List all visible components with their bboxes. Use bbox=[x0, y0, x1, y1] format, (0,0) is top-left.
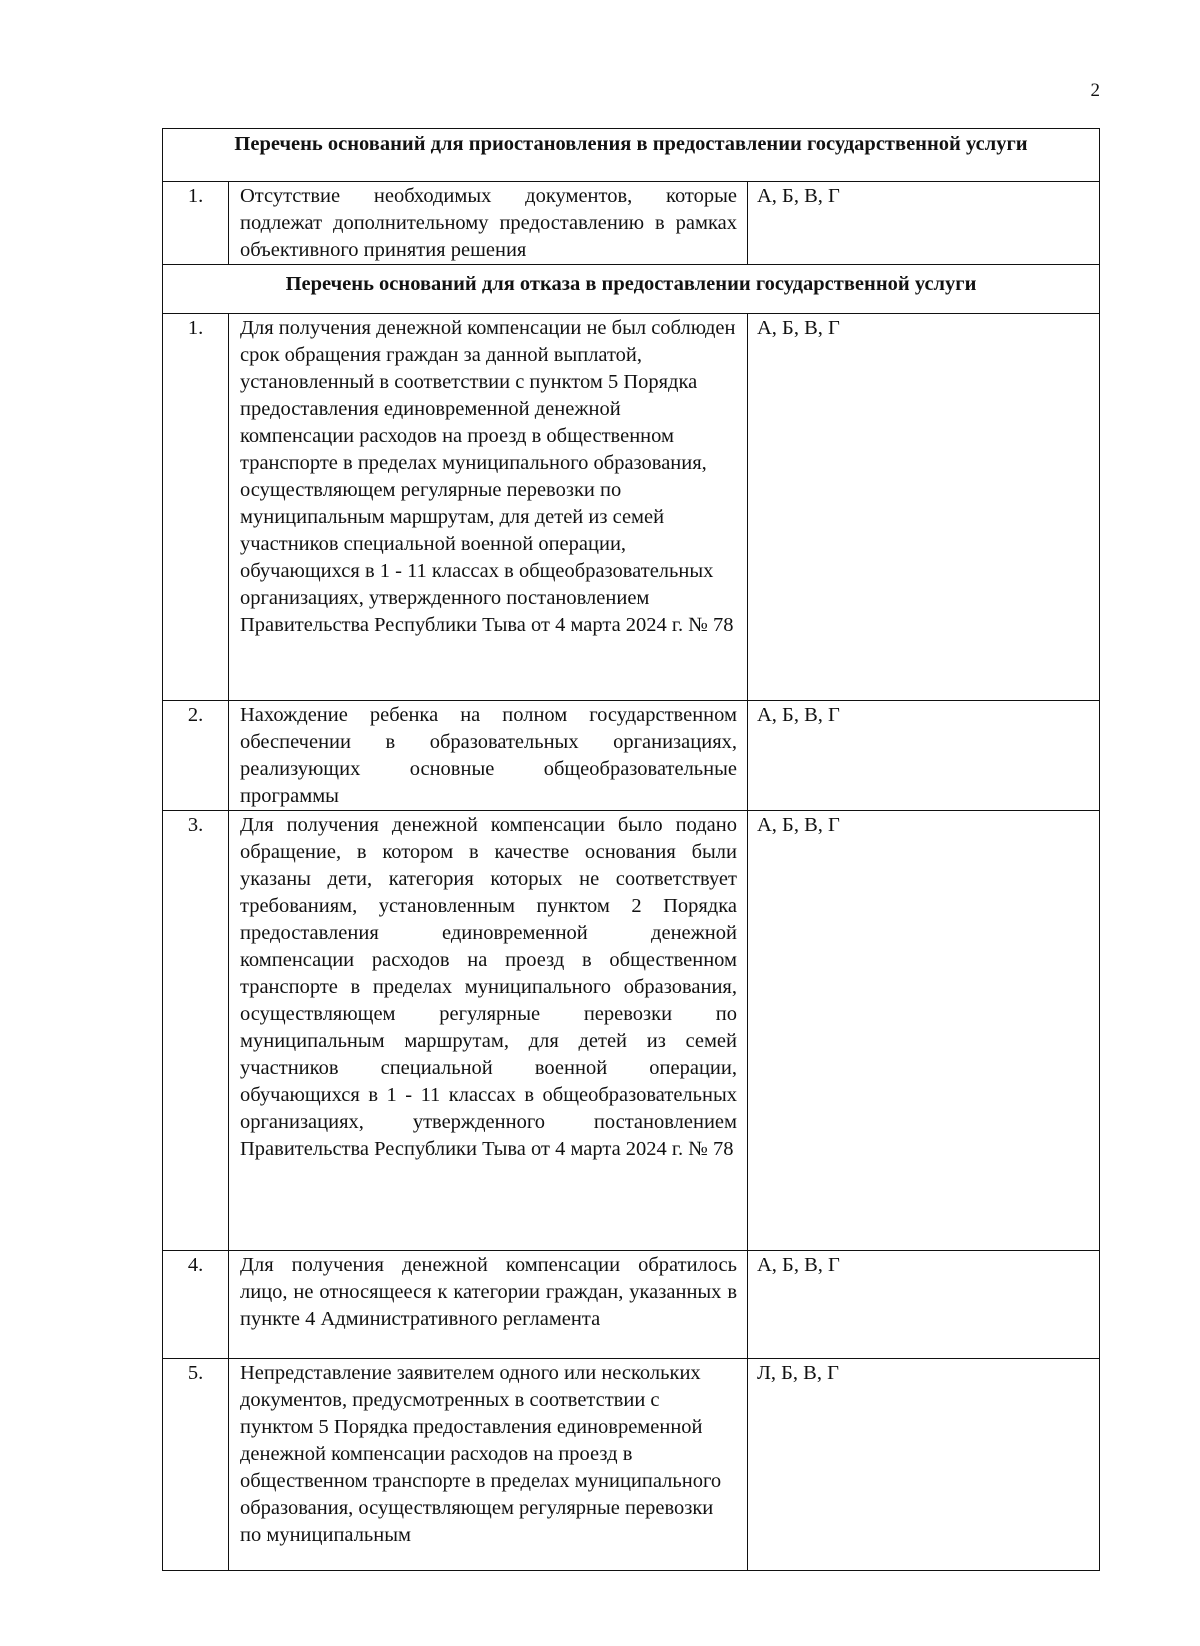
page-number: 2 bbox=[1090, 80, 1100, 101]
table-row bbox=[163, 701, 1100, 811]
table-row bbox=[163, 182, 1100, 265]
row-number: 5. bbox=[163, 1359, 229, 1571]
section-title-refusal: Перечень оснований для отказа в предоставлении государственной услуги bbox=[163, 265, 1100, 314]
row-codes: А, Б, В, Г bbox=[748, 314, 1100, 701]
row-text: Для получения денежной компенсации обратилось лицо, не относящееся к категории граждан, указанных в пункте 4 Административного регламента bbox=[229, 1251, 748, 1359]
section-title-suspension: Перечень оснований для приостановления в предоставлении государственной услуги bbox=[163, 129, 1100, 182]
row-number: 4. bbox=[163, 1251, 229, 1359]
row-number: 1. bbox=[163, 314, 229, 701]
row-number: 1. bbox=[163, 182, 229, 265]
row-text: Непредставление заявителем одного или нескольких документов, предусмотренных в соответствии с пунктом 5 Порядка предоставления единовременной денежной компенсации расходов на проезд в общественном транспорте в пределах муниципального образования, осуществляющем регулярные перевозки по муниципальным bbox=[229, 1359, 748, 1571]
row-text: Отсутствие необходимых документов, которые подлежат дополнительному предоставлению в рамках объективного принятия решения bbox=[229, 182, 748, 265]
row-text: Для получения денежной компенсации было подано обращение, в котором в качестве основания были указаны дети, категория которых не соответствует требованиям, установленным пунктом 2 Порядка предоставления единовременной денежной компенсации расходов на проезд в общественном транспорте в пределах муниципального образования, осуществляющем регулярные перевозки по муниципальным маршрутам, для детей из семей участников специальной военной операции, обучающихся в 1 - 11 классах в общеобразовательных организациях, утвержденного постановлением Правительства Республики Тыва от 4 марта 2024 г. № 78 bbox=[229, 811, 748, 1251]
row-codes: А, Б, В, Г bbox=[748, 701, 1100, 811]
table-row bbox=[163, 1359, 1100, 1571]
row-text: Нахождение ребенка на полном государственном обеспечении в образовательных организациях, реализующих основные общеобразовательные программы bbox=[229, 701, 748, 811]
table-row bbox=[163, 811, 1100, 1251]
grounds-table bbox=[162, 128, 1100, 1571]
row-codes: А, Б, В, Г bbox=[748, 811, 1100, 1251]
table-row bbox=[163, 314, 1100, 701]
row-codes: А, Б, В, Г bbox=[748, 1251, 1100, 1359]
row-codes: А, Б, В, Г bbox=[748, 182, 1100, 265]
row-text: Для получения денежной компенсации не был соблюден срок обращения граждан за данной выплатой, установленный в соответствии с пунктом 5 Порядка предоставления единовременной денежной компенсации расходов на проезд в общественном транспорте в пределах муниципального образования, осуществляющем регулярные перевозки по муниципальным маршрутам, для детей из семей участников специальной военной операции, обучающихся в 1 - 11 классах в общеобразовательных организациях, утвержденного постановлением Правительства Республики Тыва от 4 марта 2024 г. № 78 bbox=[229, 314, 748, 701]
table-row bbox=[163, 1251, 1100, 1359]
row-codes: Л, Б, В, Г bbox=[748, 1359, 1100, 1571]
row-number: 3. bbox=[163, 811, 229, 1251]
section-header-row bbox=[163, 129, 1100, 182]
row-number: 2. bbox=[163, 701, 229, 811]
section-header-row bbox=[163, 265, 1100, 314]
